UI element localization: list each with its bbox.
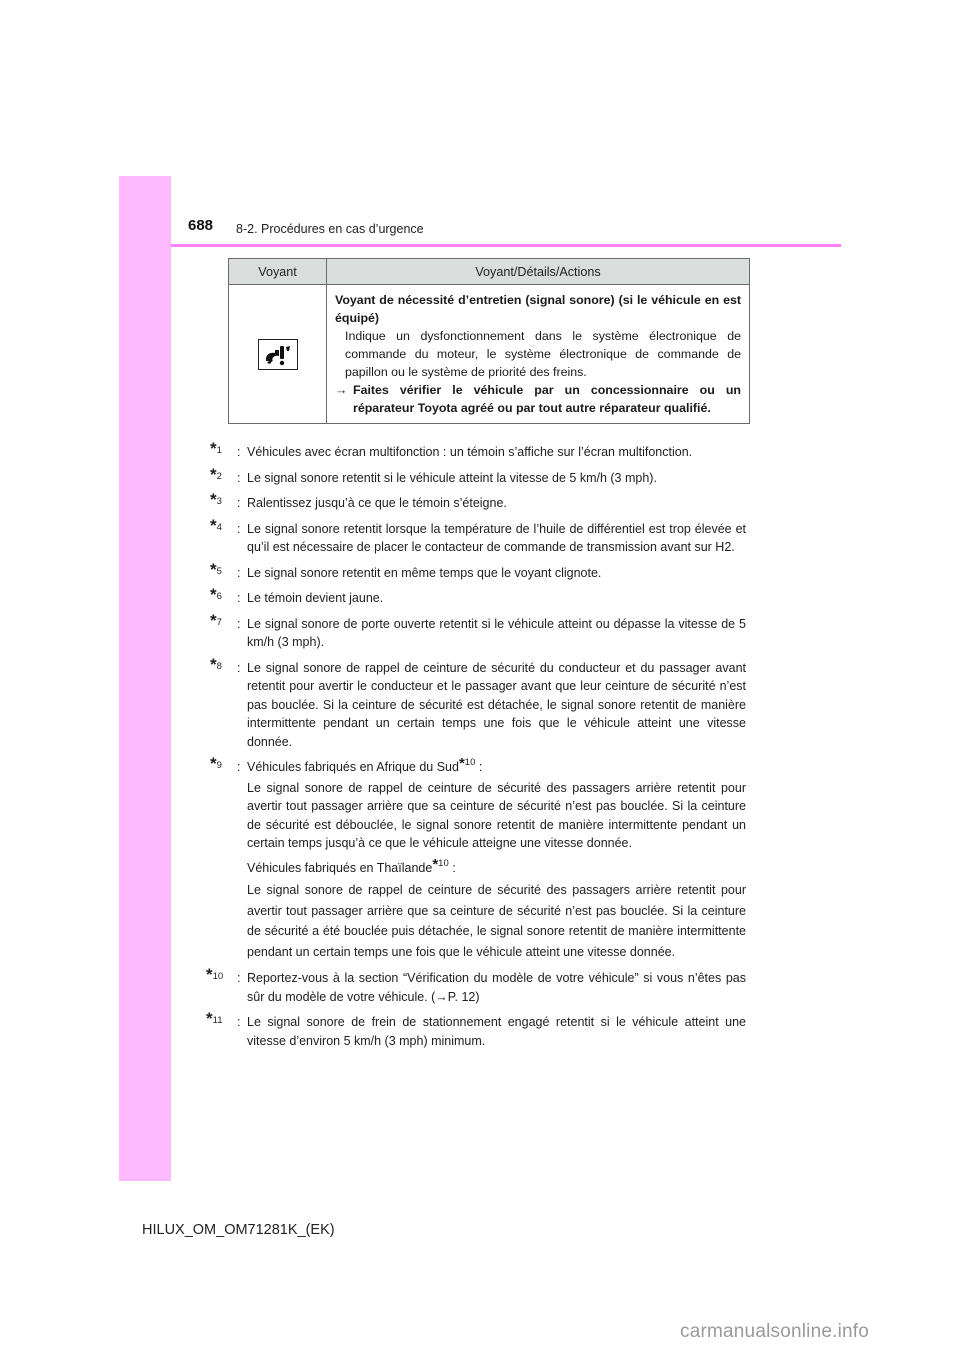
footnote-marker: *8: [210, 654, 222, 674]
footnote-ref-link[interactable]: 10: [464, 757, 476, 768]
footnote-marker: *1: [210, 439, 222, 458]
arrow-right-icon: →: [335, 383, 348, 397]
footnote-text: Le signal sonore retentit lorsque la température de l’huile de différentiel est trop élevée et qu’il est nécessaire de placer le contacteur de commande de transmission avant sur H2.: [247, 521, 746, 554]
footnote-7: *7 : Le signal sonore de porte ouverte retentit si le véhicule atteint ou dépasse la vitesse de 5 km/h (3 mph).: [210, 610, 746, 649]
footnote-text: Ralentissez jusqu’à ce que le témoin s’éteigne.: [247, 496, 507, 510]
footnote-3: *3 : Ralentissez jusqu’à ce que le témoin s’éteigne.: [210, 494, 746, 513]
footnote-text: Le témoin devient jaune.: [247, 591, 384, 605]
south-africa-text: Le signal sonore de rappel de ceinture de sécurité des passagers arrière retentit pour avertir tout passager arrière que sa ceinture de sécurité n’est pas bouclée. Si la ceinture de sécurité est débouclée, le signal sonore retentit de manière intermittente pendant un certain temps jusqu’à ce que le véhicule atteigne une vitesse donnée.: [247, 780, 746, 850]
thailand-heading: Véhicules fabriqués en Thaïlande*$^{10}$ :: [247, 855, 456, 875]
warning-title: Voyant de nécessité d’entretien (signal sonore) (si le véhicule en est équipé): [335, 293, 741, 325]
footnote-marker: *3: [210, 490, 222, 509]
footnote-marker: *9: [210, 754, 222, 773]
footnote-marker: *2: [210, 464, 222, 484]
footnote-marker: *6: [210, 585, 222, 604]
south-africa-heading: Véhicules fabriqués en Afrique du Sud*$^{10}$ :: [247, 755, 483, 774]
footnote-text: Véhicules avec écran multifonction : un témoin s’affiche sur l’écran multifonction.: [247, 445, 693, 459]
footnote-4: *4 : Le signal sonore retentit lorsque la température de l’huile de différentiel est trop élevée et qu’il est nécessaire de placer le contacteur de commande de transmission avant sur H2.: [210, 515, 746, 554]
column-header-details: Voyant/Détails/Actions: [327, 259, 750, 285]
table-row: [229, 285, 750, 424]
warning-icon-cell: [229, 285, 327, 424]
warning-details-cell: [327, 285, 750, 424]
watermark: carmanualsonline.info: [680, 1321, 870, 1342]
warning-action: [335, 381, 741, 417]
footnote-marker: *7: [210, 610, 222, 630]
footnote-10: *10 : Reportez-vous à la section “Vérification du modèle de votre véhicule” si vous n’êtes pas sûr du modèle de votre véhicule. (→P. 12): [206, 965, 746, 1004]
column-header-voyant: Voyant: [229, 259, 327, 285]
footnote-9: *9 : Véhicules fabriqués en Afrique du Sud*$^{10}$ : Le signal sonore de rappel de ceinture de sécurité des passagers arrière retentit pour avertir tout passager arrière que sa ceinture de sécurité n’est pas bouclée. Si la ceinture de sécurité est débouclée, le signal sonore retentit de manière intermittente pendant un certain temps jusqu’à ce que le véhicule atteigne une vitesse donnée. Véhicules fabriqués en Thaïlande*$^{10}$ : Le signal sonore de rappel de ceinture de sécurité des passagers arrière retentit pour avertir tout passager arrière que sa ceinture de sécurité n’est pas bouclée. Si la ceinture de sécurité a été bouclée puis détachée, le signal sonore retentit de manière intermittente pendant un certain temps une fois que le véhicule atteint une vitesse donnée.: [210, 758, 746, 962]
footnote-text: Le signal sonore retentit si le véhicule atteint la vitesse de 5 km/h (3 mph).: [247, 470, 657, 485]
thailand-text: Le signal sonore de rappel de ceinture de sécurité des passagers arrière retentit pour avertir tout passager arrière que sa ceinture de sécurité n’est pas bouclée. Si la ceinture de sécurité a été bouclée puis détachée, le signal sonore retentit de manière intermittente pendant un certain temps une fois que le véhicule atteint une vitesse donnée.: [247, 883, 746, 959]
footnote-8: *8 : Le signal sonore de rappel de ceinture de sécurité du conducteur et du passager avant retentit pour avertir le conducteur et le passager avant que leur ceinture de sécurité n’est pas bouclée. Si la ceinture de sécurité est détachée, le signal sonore retentit de manière intermittente pendant un certain temps une fois que le véhicule atteint une vitesse donnée.: [210, 654, 746, 749]
warning-action-text: Faites vérifier le véhicule par un concessionnaire ou un réparateur Toyota agréé ou par tout autre réparateur qualifié.: [353, 383, 741, 415]
footnotes-list: [206, 439, 746, 1057]
footnote-5: *5 : Le signal sonore retentit en même temps que le voyant clignote.: [210, 564, 746, 583]
footnote-text: Le signal sonore retentit en même temps que le voyant clignote.: [247, 565, 602, 580]
document-code: HILUX_OM_OM71281K_(EK): [142, 1222, 335, 1238]
footnote-6: *6 : Le témoin devient jaune.: [210, 589, 746, 608]
table-header-row: [229, 259, 750, 285]
footnote-text: Le signal sonore de rappel de ceinture de sécurité du conducteur et du passager avant retentit pour avertir le conducteur et le passager avant que leur ceinture de sécurité n’est pas bouclée. Si la ceinture de sécurité est détachée, le signal sonore retentit de manière intermittente pendant un certain temps une fois que le véhicule atteint une vitesse donnée.: [247, 660, 746, 749]
warning-description: Indique un dysfonctionnement dans le système électronique de commande du moteur, le système électronique de commande de papillon ou le système de priorité des freins.: [345, 329, 741, 379]
footnote-marker: *11: [206, 1009, 223, 1028]
footnote-1: *1 : Véhicules avec écran multifonction : un témoin s’affiche sur l’écran multifonction.: [210, 443, 746, 462]
footnote-marker: *10: [206, 965, 224, 984]
page-number: 688: [188, 217, 214, 234]
footnote-marker: *5: [210, 559, 222, 579]
footnote-ref-link[interactable]: 10: [438, 857, 449, 869]
chapter-side-tab: [119, 176, 171, 1181]
master-warning-engine-icon: [258, 339, 298, 370]
footnote-text: Le signal sonore de frein de stationnement engagé retentit si le véhicule atteint une vitesse d’environ 5 km/h (3 mph) minimum.: [247, 1015, 746, 1048]
footnote-marker: *4: [210, 515, 222, 535]
footnote-text: Reportez-vous à la section “Vérification du modèle de votre véhicule” si vous n’êtes pas sûr du modèle de votre véhicule. (→P. 12): [247, 971, 746, 1004]
section-title: 8-2. Procédures en cas d’urgence: [236, 222, 424, 236]
footnote-11: *11 : Le signal sonore de frein de stationnement engagé retentit si le véhicule atteint une vitesse d’environ 5 km/h (3 mph) minimum.: [206, 1009, 746, 1048]
footnote-2: *2 : Le signal sonore retentit si le véhicule atteint la vitesse de 5 km/h (3 mph).: [210, 469, 746, 488]
footnote-text: Le signal sonore de porte ouverte retentit si le véhicule atteint ou dépasse la vitesse de 5 km/h (3 mph).: [247, 616, 746, 649]
header-divider: [171, 244, 841, 247]
warning-light-table: [228, 258, 750, 424]
